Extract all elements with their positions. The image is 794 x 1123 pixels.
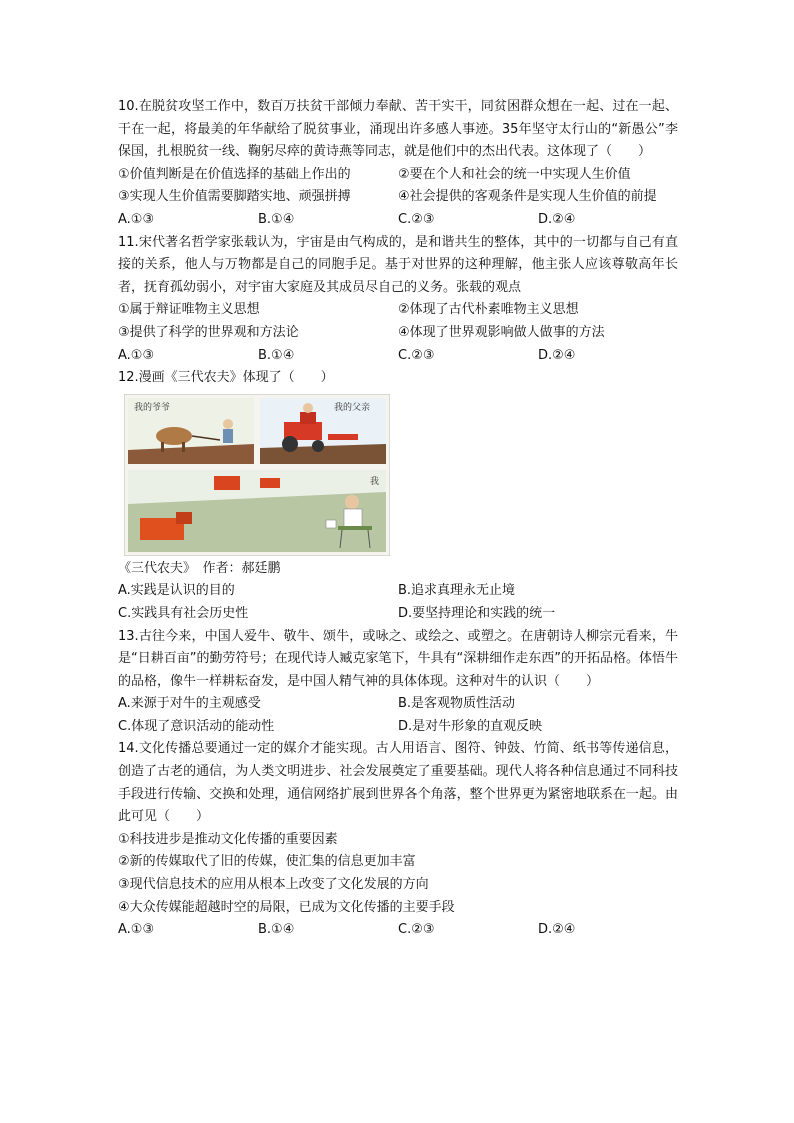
question-14 (118, 738, 678, 941)
label-father: 我的父亲 (334, 402, 371, 413)
q10-stem: 10.在脱贫攻坚工作中，数百万扶贫干部倾力奉献、苦干实干，同贫困群众想在一起、过在一起、干在一起，将最美的年华献给了脱贫事业，涌现出许多感人事迹。35年坚守太行山的“新愚公”李保国，扎根脱贫一线、鞠躬尽瘁的黄诗燕等同志，就是他们中的杰出代表。这体现了（ ） (118, 99, 678, 160)
q10-choice-d[interactable]: D.②④ (538, 211, 576, 227)
q14-choice-c[interactable]: C.②③ (398, 922, 435, 938)
question-13 (118, 626, 678, 739)
q14-choice-a[interactable]: A.①③ (118, 922, 155, 938)
q13-choice-c[interactable]: C.体现了意识活动的能动性 (118, 718, 275, 734)
q10-statement-1: ①价值判断是在价值选择的基础上作出的 (118, 166, 351, 182)
q12-choice-a[interactable]: A.实践是认识的目的 (118, 583, 235, 599)
q12-choice-d[interactable]: D.要坚持理论和实践的统一 (398, 605, 556, 621)
q10-statement-3: ③实现人生价值需要脚踏实地、顽强拼搏 (118, 189, 351, 205)
q14-statement-3: ③现代信息技术的应用从根本上改变了文化发展的方向 (118, 877, 429, 893)
q11-statement-2: ②体现了古代朴素唯物主义思想 (398, 302, 579, 318)
q12-choices-row-1 (118, 580, 678, 603)
q14-choices (118, 919, 678, 942)
q11-choice-a[interactable]: A.①③ (118, 347, 155, 363)
q14-choice-d[interactable]: D.②④ (538, 922, 576, 938)
q11-statement-4: ④体现了世界观影响做人做事的方法 (398, 324, 605, 340)
q11-stem: 11.宋代著名哲学家张载认为，宇宙是由气构成的，是和谐共生的整体，其中的一切都与自己有直接的关系，他人与万物都是自己的同胞手足。基于对世界的这种理解，他主张人应该尊敬高年长者，抚育孤幼弱小，对宇宙大家庭及其成员尽自己的义务。张载的观点 (118, 234, 678, 295)
q10-choice-a[interactable]: A.①③ (118, 211, 155, 227)
q11-choice-d[interactable]: D.②④ (538, 347, 576, 363)
q11-choices (118, 345, 678, 368)
q10-options-row-1 (118, 164, 678, 187)
grandpa-figure (223, 419, 233, 429)
three-generation-farmers-cartoon (124, 394, 390, 556)
q12-choice-c[interactable]: C.实践具有社会历史性 (118, 605, 249, 621)
exam-page (118, 96, 678, 942)
label-me: 我 (370, 476, 380, 487)
q13-choice-b[interactable]: B.是客观物质性活动 (398, 696, 516, 712)
father-figure (303, 403, 313, 413)
q11-options-row-1 (118, 299, 678, 322)
q13-choices-row-2 (118, 716, 678, 739)
q11-choice-c[interactable]: C.②③ (398, 347, 435, 363)
q10-statement-4: ④社会提供的客观条件是实现人生价值的前提 (398, 189, 657, 205)
q14-statement-1: ①科技进步是推动文化传播的重要因素 (118, 831, 338, 847)
q11-statement-3: ③提供了科学的世界观和方法论 (118, 324, 299, 340)
q11-statement-1: ①属于辩证唯物主义思想 (118, 302, 260, 318)
q10-choice-b[interactable]: B.①④ (258, 211, 295, 227)
q13-stem: 13.古往今来，中国人爱牛、敬牛、颂牛，或咏之、或绘之、或塑之。在唐朝诗人柳宗元看来，牛是“日耕百亩”的勤劳符号；在现代诗人臧克家笔下，牛具有“深耕细作走东西”的开拓品格。体悟牛的品格，像牛一样耕耘奋发，是中国人精气神的具体体现。这种对牛的认识（ ） (118, 628, 678, 689)
q14-statement-2: ②新的传媒取代了旧的传媒，使汇集的信息更加丰富 (118, 854, 416, 870)
q10-options-row-2 (118, 186, 678, 209)
q12-choice-b[interactable]: B.追求真理永无止境 (398, 583, 516, 599)
q13-choices-row-1 (118, 693, 678, 716)
q13-choice-a[interactable]: A.来源于对牛的主观感受 (118, 696, 261, 712)
q11-choice-b[interactable]: B.①④ (258, 347, 295, 363)
q12-stem: 12.漫画《三代农夫》体现了（ ） (118, 370, 334, 386)
q12-cartoon-caption: 《三代农夫》 作者：郝廷鹏 (118, 560, 281, 576)
q10-choices (118, 209, 678, 232)
q11-options-row-2 (118, 322, 678, 345)
harvester-1 (214, 476, 240, 490)
q10-choice-c[interactable]: C.②③ (398, 211, 435, 227)
label-grandpa: 我的爷爷 (134, 402, 171, 413)
question-10 (118, 96, 678, 232)
q14-choice-b[interactable]: B.①④ (258, 922, 295, 938)
harvester-2 (260, 478, 280, 488)
me-figure (345, 495, 359, 509)
q14-stem: 14.文化传播总要通过一定的媒介才能实现。古人用语言、图符、钟鼓、竹简、纸书等传递信息，创造了古老的通信，为人类文明进步、社会发展奠定了重要基础。现代人将各种信息通过不同科技手段进行传输、交换和处理，通信网络扩展到世界各个角落，整个世界更为紧密地联系在一起。由此可见（ ） (118, 741, 678, 825)
question-11 (118, 232, 678, 368)
q10-statement-2: ②要在个人和社会的统一中实现人生价值 (398, 166, 631, 182)
q12-choices-row-2 (118, 603, 678, 626)
question-12 (118, 367, 678, 625)
q13-choice-d[interactable]: D.是对牛形象的直观反映 (398, 718, 543, 734)
q14-statement-4: ④大众传媒能超越时空的局限，已成为文化传播的主要手段 (118, 899, 455, 915)
